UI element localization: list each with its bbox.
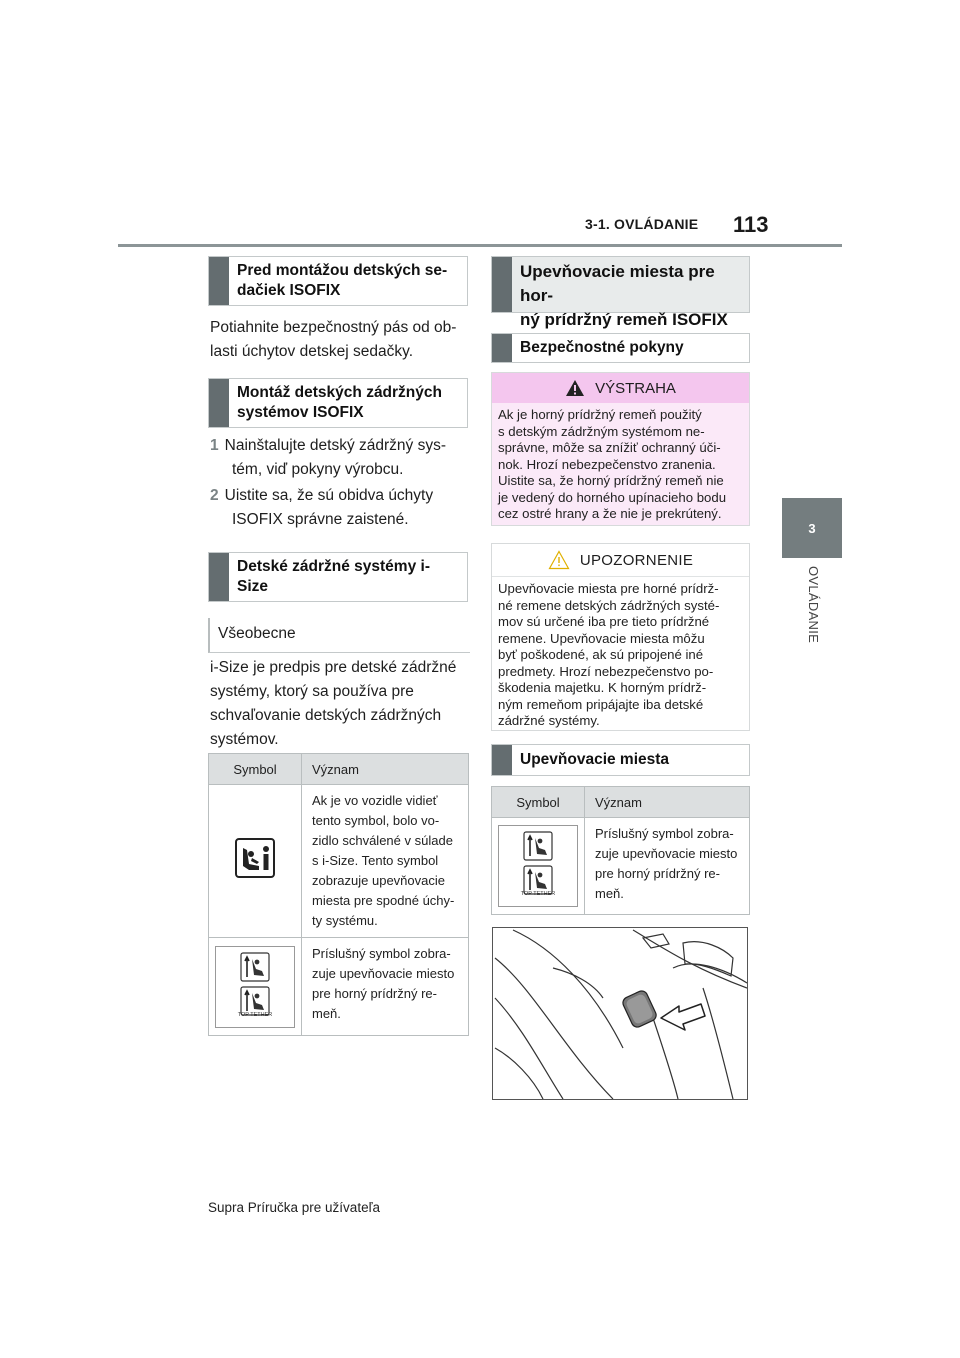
i-size-icon: [235, 838, 275, 878]
paragraph-isize: i-Size je predpis pre detské zádržné systémy, ktorý sa používa pre schvaľovanie detských zádržných systémov.: [210, 659, 457, 748]
icon-caption: TOP TETHER: [520, 891, 556, 897]
notice-title: UPOZORNENIE: [579, 551, 694, 569]
col-symbol: Symbol: [492, 787, 585, 818]
car-interior-illustration: [493, 928, 747, 1099]
step-number: 2: [210, 487, 219, 504]
section-title: 3-1. OVLÁDANIE: [585, 216, 699, 232]
step-number: 1: [210, 437, 219, 454]
chapter-tab: 3: [782, 498, 842, 558]
footer-manual-title: Supra Príručka pre užívateľa: [208, 1200, 381, 1215]
symbol-table-anchor: [491, 786, 750, 915]
page-number: 113: [733, 212, 769, 237]
caution-icon: [548, 550, 570, 570]
symbol-table-isize: [208, 753, 469, 1036]
warning-title: VÝSTRAHA: [595, 379, 676, 397]
subheading-general: Všeobecne: [208, 618, 470, 653]
step-1: 1 Nainštalujte detský zádržný sys- tém, viď pokyny výrobcu.: [210, 437, 447, 478]
heading-before-install: [208, 256, 468, 306]
table-row: TOP TETHER Príslušný symbol zobra- zuje upevňovacie miesto pre horný prídržný re- meň.: [492, 818, 750, 915]
heading-text: Pred montážou detských se-dačiek ISOFIX: [237, 262, 448, 299]
col-meaning: Význam: [585, 787, 750, 818]
heading-top-tether-points: Upevňovacie miesta pre hor- ný prídržný remeň ISOFIX: [491, 256, 750, 313]
table-row: TOP TETHER Príslušný symbol zobra- zuje upevňovacie miesto pre horný prídržný re- meň.: [209, 938, 469, 1036]
warning-box: VÝSTRAHA Ak je horný prídržný remeň použitý s detským zádržným systémom ne- správne, môže sa znížiť ochranný úči- nok. Hrozí nebezpečenstvo zranenia. Uistite sa, že horný prídržný remeň nie je vedený do horného upínacieho bodu cez ostré hrany a že nie je prekrútený.: [491, 372, 750, 526]
heading-safety: Bezpečnostné pokyny: [491, 333, 750, 363]
icon-caption: TOP TETHER: [237, 1011, 273, 1018]
notice-box: UPOZORNENIE Upevňovacie miesta pre horné prídrž- né remene detských zádržných systé- mov sú určené iba pre tieto prídržné remene. Upevňovacie miesta môžu byť poškodené, ak sú pripojené iné predmety. Hrozí nebezpečenstvo po- škodenia majetku. K horným prídrž- ným remeňom pripájajte iba detské zádržné systémy.: [491, 543, 750, 731]
heading-install-isofix: [208, 378, 468, 428]
step-2: 2 Uistite sa, že sú obidva úchyty ISOFIX správne zaistené.: [210, 487, 434, 528]
col-symbol: Symbol: [209, 754, 302, 785]
col-meaning: Význam: [302, 754, 469, 785]
top-tether-icon: [498, 825, 578, 907]
paragraph-pull-belt: Potiahnite bezpečnostný pás od ob-lasti úchytov detskej sedačky.: [210, 319, 457, 360]
heading-isize: [208, 552, 468, 602]
header-rule: [118, 244, 842, 247]
heading-anchor-points: Upevňovacie miesta: [491, 744, 750, 776]
table-row: Ak je vo vozidle vidieť tento symbol, bolo vo- zidlo schválené v súlade s i-Size. Tento symbol zobrazuje upevňovacie miesta pre spodné úchy- ty systému.: [209, 785, 469, 938]
warning-icon: [565, 379, 585, 397]
heading-text: Detské zádržné systémy i-Size: [237, 558, 430, 595]
chapter-label: OVLÁDANIE: [806, 566, 821, 644]
anchor-illustration: [492, 927, 748, 1100]
heading-text: Montáž detských zádržných systémov ISOFIX: [237, 384, 442, 421]
top-tether-icon: [215, 946, 295, 1028]
